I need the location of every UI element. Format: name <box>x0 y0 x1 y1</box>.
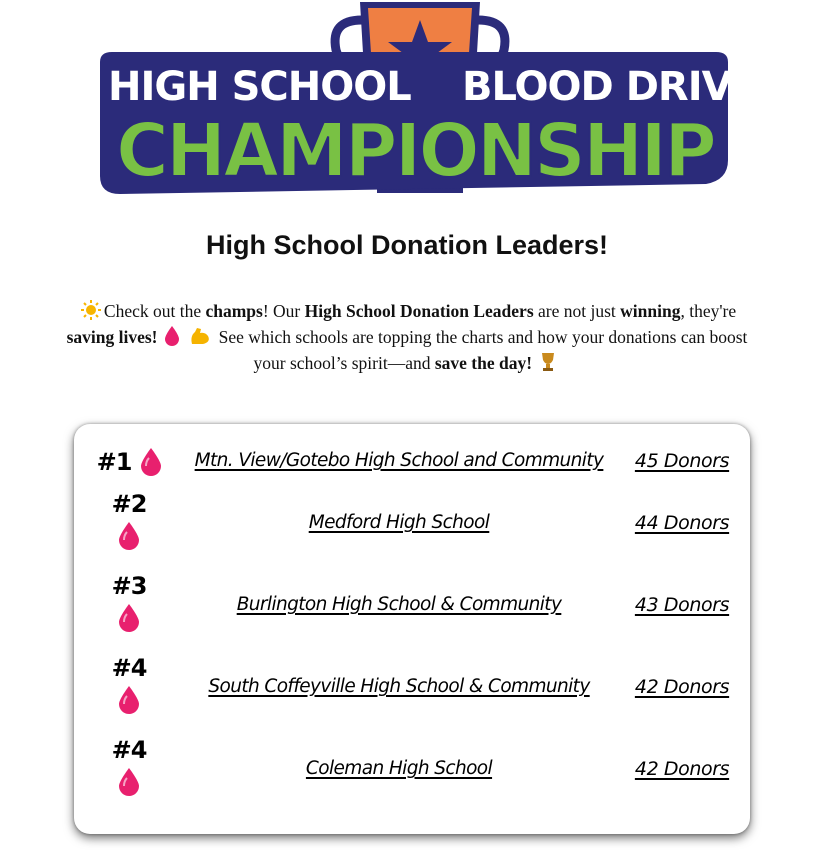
blood-drop-icon <box>119 768 139 796</box>
school-link[interactable]: Mtn. View/Gotebo High School and Community <box>194 450 604 471</box>
sun-icon <box>81 300 101 320</box>
donors-count-link[interactable]: 42 Donors <box>634 758 730 780</box>
school-link[interactable]: Medford High School <box>308 512 490 533</box>
championship-logo <box>0 0 814 210</box>
trophy-icon-small <box>539 352 557 372</box>
donors-count-link[interactable]: 42 Donors <box>634 676 730 698</box>
rank-label: #4 <box>74 736 184 796</box>
flexed-biceps-icon <box>189 326 211 346</box>
donors-count-link[interactable]: 43 Donors <box>634 594 730 616</box>
rank-label: #4 <box>74 654 184 714</box>
intro-paragraph: Check out the champs! Our High School Donation Leaders are not just winning, they're saving lives! See which schools are topping the charts and how your donations can boost your school’s spirit—and save the day! <box>66 301 748 373</box>
rank-label: #3 <box>74 572 184 632</box>
school-link[interactable]: South Coffeyville High School & Community <box>208 676 590 697</box>
logo-line1-right: BLOOD DRIVE <box>462 64 758 110</box>
rank-label: #1 <box>74 448 184 476</box>
leaders-card <box>74 424 750 834</box>
blood-drop-icon <box>165 326 179 346</box>
blood-drop-icon <box>119 522 139 550</box>
donors-count-link[interactable]: 44 Donors <box>634 512 730 534</box>
school-link[interactable]: Burlington High School & Community <box>236 594 562 615</box>
donors-count-link[interactable]: 45 Donors <box>634 450 730 472</box>
logo-line1-left: HIGH SCHOOL <box>108 64 411 110</box>
page-heading: High School Donation Leaders! <box>205 230 609 260</box>
logo-line2: CHAMPIONSHIP <box>116 108 715 194</box>
school-link[interactable]: Coleman High School <box>305 758 493 779</box>
blood-drop-icon <box>141 448 161 476</box>
rank-label: #2 <box>74 490 184 550</box>
blood-drop-icon <box>119 604 139 632</box>
blood-drop-icon <box>119 686 139 714</box>
